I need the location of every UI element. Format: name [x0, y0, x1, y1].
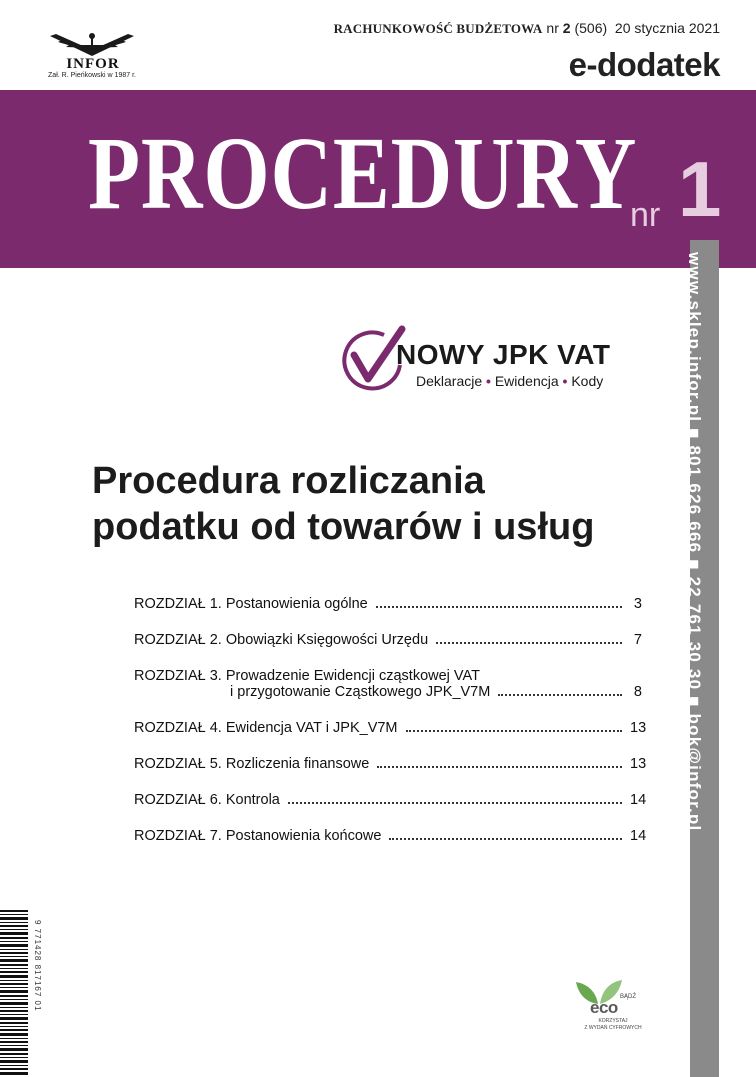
toc-page: 14 — [630, 792, 647, 808]
eco-word: eco — [590, 998, 618, 1017]
toc-leader — [498, 694, 622, 696]
toc-label: ROZDZIAŁ 1. Postanowienia ogólne — [134, 596, 368, 612]
contact-strip-text: www.sklep.infor.pl ■ 801 626 666 ■ 22 761 30 30 ■ bok@infor.pl — [685, 252, 704, 832]
jpk-dot-1: • — [486, 373, 491, 389]
toc-row[interactable] — [134, 596, 642, 612]
toc-row[interactable] — [134, 720, 647, 736]
main-title-line-2: podatku od towarów i usług — [92, 506, 595, 548]
eco-bottom-line-1: KORZYSTAJ — [598, 1018, 628, 1024]
jpk-subtitle — [416, 373, 603, 389]
band-nr-word: nr — [630, 196, 661, 234]
logo-subtitle: Zał. R. Pieńkowski w 1987 r. — [48, 72, 136, 79]
toc-leader — [389, 838, 622, 840]
eco-badge — [570, 978, 640, 1038]
infor-logo — [42, 30, 142, 82]
toc-page: 13 — [630, 720, 647, 736]
toc-label-cont: i przygotowanie Cząstkowego JPK_V7M — [230, 684, 491, 700]
toc-page: 8 — [633, 684, 642, 700]
issue-line — [334, 20, 720, 37]
issue-date: 20 stycznia 2021 — [614, 20, 720, 36]
eco-bottom-text — [578, 1018, 648, 1032]
main-title — [92, 458, 682, 550]
nr-value: 2 — [562, 20, 571, 36]
toc-row[interactable] — [134, 792, 647, 808]
wings-icon — [42, 30, 142, 58]
procedury-title: PROCEDURY — [88, 116, 638, 231]
logo-word: INFOR — [66, 56, 120, 72]
eco-bottom-line-2: Z WYDAŃ CYFROWYCH — [584, 1025, 642, 1031]
jpk-logo — [340, 325, 660, 395]
toc-row[interactable] — [134, 668, 642, 700]
nr-paren: (506) — [574, 20, 608, 36]
nr-label: nr — [546, 20, 559, 36]
edodatek-label: e-dodatek — [568, 46, 720, 83]
toc-label: ROZDZIAŁ 5. Rozliczenia finansowe — [134, 756, 370, 772]
jpk-sub-2: Ewidencja — [494, 373, 559, 389]
jpk-dot-2: • — [562, 373, 568, 389]
toc-page: 3 — [633, 596, 642, 612]
toc-label: ROZDZIAŁ 3. Prowadzenie Ewidencji cząstkowej VAT — [134, 668, 480, 684]
toc-page: 7 — [633, 632, 642, 648]
publication-name: RACHUNKOWOŚĆ BUDŻETOWA — [333, 21, 543, 36]
table-of-contents — [134, 596, 647, 844]
toc-page: 13 — [630, 756, 647, 772]
header-band — [0, 0, 756, 90]
jpk-sub-1: Deklaracje — [416, 373, 483, 389]
toc-leader — [377, 766, 622, 768]
toc-label: ROZDZIAŁ 2. Obowiązki Księgowości Urzędu — [134, 632, 429, 648]
toc-label: ROZDZIAŁ 7. Postanowienia końcowe — [134, 828, 382, 844]
toc-leader — [406, 730, 622, 732]
main-title-line-1: Procedura rozliczania — [92, 460, 485, 502]
barcode-number — [30, 920, 44, 1070]
toc-row[interactable] — [134, 828, 647, 844]
eco-top-text: BĄDŹ — [620, 994, 637, 1000]
jpk-title: NOWY JPK VAT — [396, 339, 611, 370]
toc-leader — [376, 606, 622, 608]
toc-row[interactable] — [134, 632, 642, 648]
toc-label: ROZDZIAŁ 4. Ewidencja VAT i JPK_V7M — [134, 720, 398, 736]
toc-page: 14 — [630, 828, 647, 844]
band-nr-number: 1 — [678, 145, 722, 233]
toc-leader — [288, 802, 622, 804]
barcode-digits: 9 771428 817167 01 — [33, 920, 42, 1012]
jpk-sub-3: Kody — [571, 373, 604, 389]
toc-label: ROZDZIAŁ 6. Kontrola — [134, 792, 280, 808]
toc-leader — [436, 642, 622, 644]
toc-row[interactable] — [134, 756, 647, 772]
